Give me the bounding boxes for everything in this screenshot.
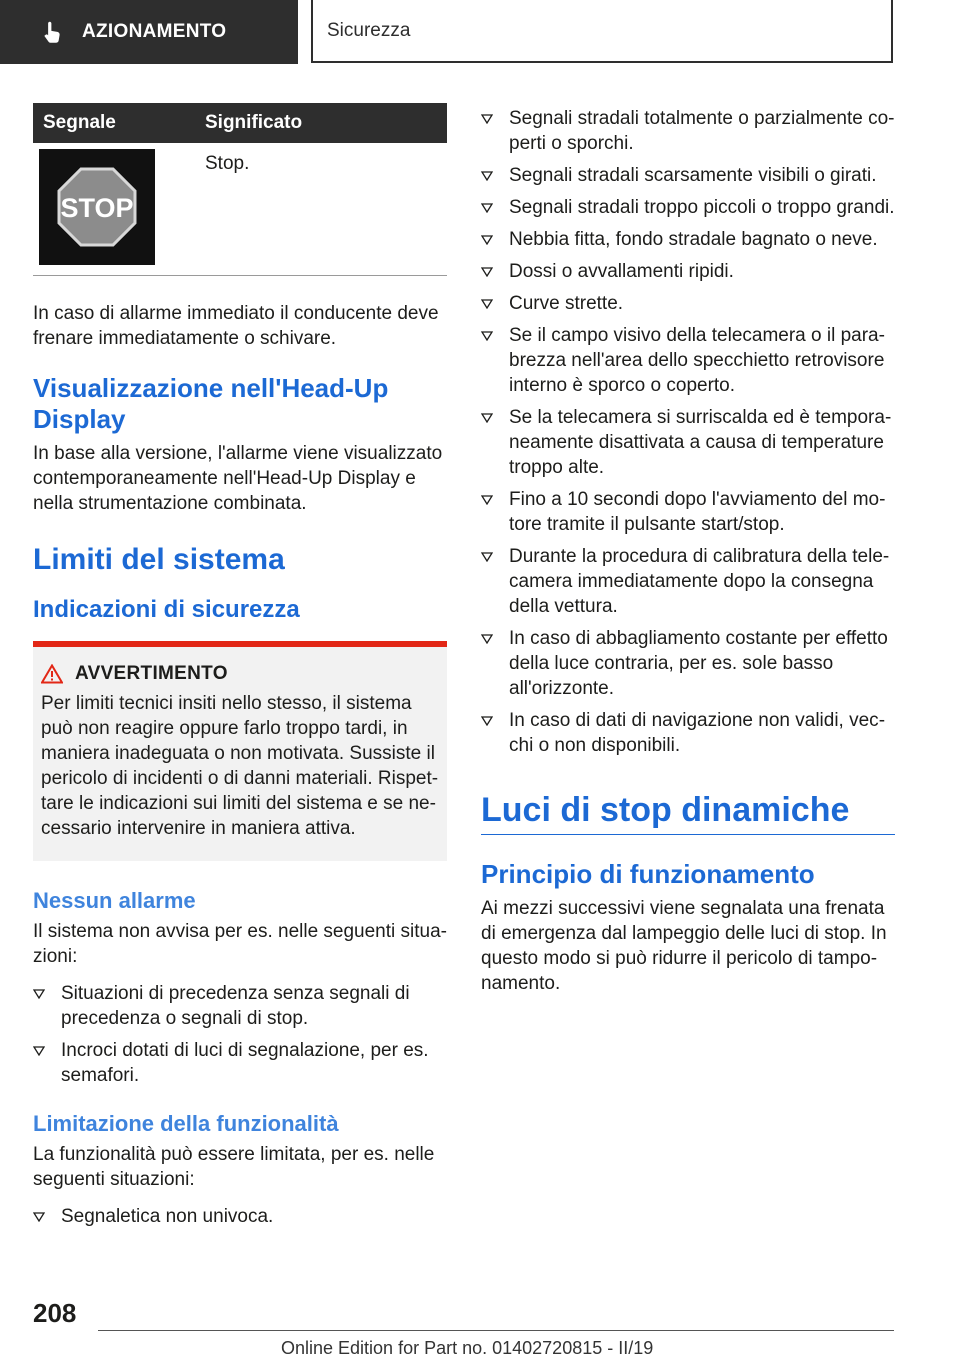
list-item: In caso di dati di navigazione non validi, vecchi o non disponibili. bbox=[481, 708, 895, 758]
warning-box bbox=[33, 641, 447, 861]
page-number: 208 bbox=[33, 1298, 77, 1328]
table-row bbox=[33, 143, 447, 276]
brake-lights-heading: Luci di stop dinamiche bbox=[481, 790, 895, 835]
hud-text: In base alla versione, l'allarme viene visualizzato contemporaneamente nell'Head-Up Display e nella strumentazione combinata. bbox=[33, 443, 443, 514]
table-header-signal: Segnale bbox=[33, 103, 179, 143]
list-item: In caso di abbagliamento costante per effetto della luce contraria, per es. sole basso all'orizzonte. bbox=[481, 626, 895, 701]
list-item: Nebbia fitta, fondo stradale bagnato o neve. bbox=[481, 227, 895, 252]
warning-title: AVVERTIMENTO bbox=[75, 663, 228, 684]
signal-table bbox=[33, 103, 447, 276]
list-item: Segnali stradali troppo piccoli o troppo grandi. bbox=[481, 195, 895, 220]
list-item: Incroci dotati di luci di segnalazione, per es. semafori. bbox=[33, 1038, 447, 1088]
list-item: Se il campo visivo della telecamera o il parabrezza nell'area dello specchietto retrovisore interno è sporco o coperto. bbox=[481, 323, 895, 398]
limitation-list-continued bbox=[481, 106, 895, 758]
bullet-triangle-icon bbox=[481, 114, 493, 124]
stop-sign-image bbox=[39, 149, 155, 265]
list-item: Situazioni di precedenza senza segnali di precedenza o segnali di stop. bbox=[33, 981, 447, 1031]
bullet-triangle-icon bbox=[481, 299, 493, 309]
bullet-triangle-icon bbox=[33, 1212, 45, 1222]
section-title: AZIONAMENTO bbox=[82, 21, 227, 42]
table-header-meaning: Significato bbox=[179, 103, 447, 143]
footer-edition: Online Edition for Part no. 01402720815 - II/19 bbox=[281, 1338, 654, 1358]
bullet-triangle-icon bbox=[481, 267, 493, 277]
table-meaning-cell: Stop. bbox=[179, 143, 447, 276]
warning-text: Per limiti tecnici insiti nello stesso, il sistema può non reagire oppure farlo troppo tardi, in maniera inadeguata o non motivata. Sussiste il pericolo di incidenti o di danni materiali. Rispettare le indicazioni sui limiti del sistema e se necessario intervenire in maniera attiva. bbox=[41, 693, 439, 839]
bullet-triangle-icon bbox=[481, 716, 493, 726]
bullet-triangle-icon bbox=[33, 1046, 45, 1056]
left-column bbox=[33, 103, 447, 1236]
chapter-title: Sicurezza bbox=[327, 19, 411, 41]
bullet-triangle-icon bbox=[481, 235, 493, 245]
bullet-triangle-icon bbox=[481, 552, 493, 562]
bullet-triangle-icon bbox=[33, 989, 45, 999]
bullet-triangle-icon bbox=[481, 634, 493, 644]
limitation-text: La funzionalità può essere limitata, per es. nelle seguenti situazioni: bbox=[33, 1144, 435, 1190]
chapter-tab bbox=[311, 0, 893, 63]
limits-heading: Limiti del sistema bbox=[33, 543, 285, 576]
no-alarm-list bbox=[33, 981, 447, 1088]
limitation-list bbox=[33, 1204, 447, 1229]
intro-text: In caso di allarme immediato il conducente deve frenare immediatamente o schivare. bbox=[33, 303, 439, 349]
bullet-triangle-icon bbox=[481, 413, 493, 423]
right-column bbox=[481, 106, 895, 996]
bullet-triangle-icon bbox=[481, 331, 493, 341]
no-alarm-text: Il sistema non avvisa per es. nelle seguenti situazioni: bbox=[33, 921, 447, 967]
list-item: Segnali stradali scarsamente visibili o girati. bbox=[481, 163, 895, 188]
section-tab bbox=[0, 0, 298, 64]
hand-icon bbox=[40, 19, 66, 45]
list-item: Dossi o avvallamenti ripidi. bbox=[481, 259, 895, 284]
warning-triangle-icon bbox=[41, 664, 63, 684]
list-item: Durante la procedura di calibratura della telecamera immediatamente dopo la consegna della vettura. bbox=[481, 544, 895, 619]
list-item: Segnali stradali totalmente o parzialmente coperti o sporchi. bbox=[481, 106, 895, 156]
stop-sign-icon bbox=[57, 167, 137, 247]
bullet-triangle-icon bbox=[481, 495, 493, 505]
list-item: Fino a 10 secondi dopo l'avviamento del motore tramite il pulsante start/stop. bbox=[481, 487, 895, 537]
bullet-triangle-icon bbox=[481, 203, 493, 213]
list-item: Se la telecamera si surriscalda ed è temporaneamente disattivata a causa di temperature troppo alte. bbox=[481, 405, 895, 480]
no-alarm-heading: Nessun allarme bbox=[33, 888, 196, 913]
list-item: Curve strette. bbox=[481, 291, 895, 316]
hud-heading: Visualizzazione nell'Head-Up Display bbox=[33, 373, 389, 434]
list-item: Segnaletica non univoca. bbox=[33, 1204, 447, 1229]
principle-heading: Principio di funzionamento bbox=[481, 859, 815, 889]
limitation-heading: Limitazione della funzionalità bbox=[33, 1111, 339, 1136]
bullet-triangle-icon bbox=[481, 171, 493, 181]
safety-heading: Indicazioni di sicurezza bbox=[33, 596, 300, 623]
footer-divider bbox=[98, 1330, 894, 1331]
principle-text: Ai mezzi successivi viene segnalata una frenata di emergenza dal lampeggio delle luci di stop. In questo modo si può ridurre il pericolo di tamponamento. bbox=[481, 898, 887, 994]
stop-sign-text: STOP bbox=[60, 193, 134, 223]
